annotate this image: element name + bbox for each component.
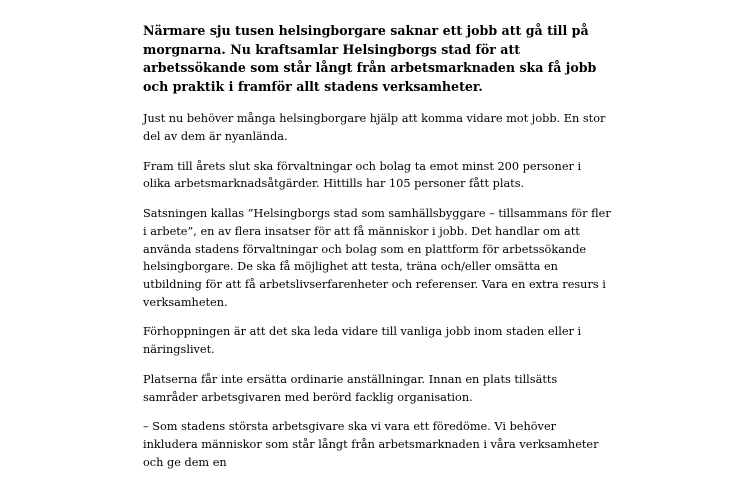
article-body — [143, 22, 611, 483]
article-paragraph: Satsningen kallas ”Helsingborgs stad som samhällsbyggare – tillsammans för fler i arbete”, en av flera insatser för att få människor i jobb. Det handlar om att använda stadens förvaltningar och bolag som en plattform för arbetssökande helsingborgare. De ska få möjlighet att testa, träna och/eller omsätta en utbildning för att få arbetslivserfarenheter och referenser. Vara en extra resurs i verksamheten. — [143, 207, 611, 309]
article-paragraph: Förhoppningen är att det ska leda vidare till vanliga jobb inom staden eller i näringslivet. — [143, 325, 582, 357]
article-paragraph: – Som stadens största arbetsgivare ska vi vara ett föredöme. Vi behöver inkludera människor som står långt från arbetsmarknaden i våra verksamheter och ge dem en — [143, 420, 599, 469]
article-lead: Närmare sju tusen helsingborgare saknar ett jobb att gå till på morgnarna. Nu kraftsamlar Helsingborgs stad för att arbetssökande som står långt från arbetsmarknaden ska få jobb och praktik i framför allt stadens verksamheter. — [143, 23, 597, 94]
article-paragraph: Platserna får inte ersätta ordinarie anställningar. Innan en plats tillsätts samråder arbetsgivaren med berörd facklig organisation. — [143, 372, 558, 404]
article-paragraph: Just nu behöver många helsingborgare hjälp att komma vidare mot jobb. En stor del av dem är nyanlända. — [143, 112, 606, 144]
article-paragraph: Fram till årets slut ska förvaltningar och bolag ta emot minst 200 personer i olika arbetsmarknadsåtgärder. Hittills har 105 personer fått plats. — [143, 159, 582, 191]
